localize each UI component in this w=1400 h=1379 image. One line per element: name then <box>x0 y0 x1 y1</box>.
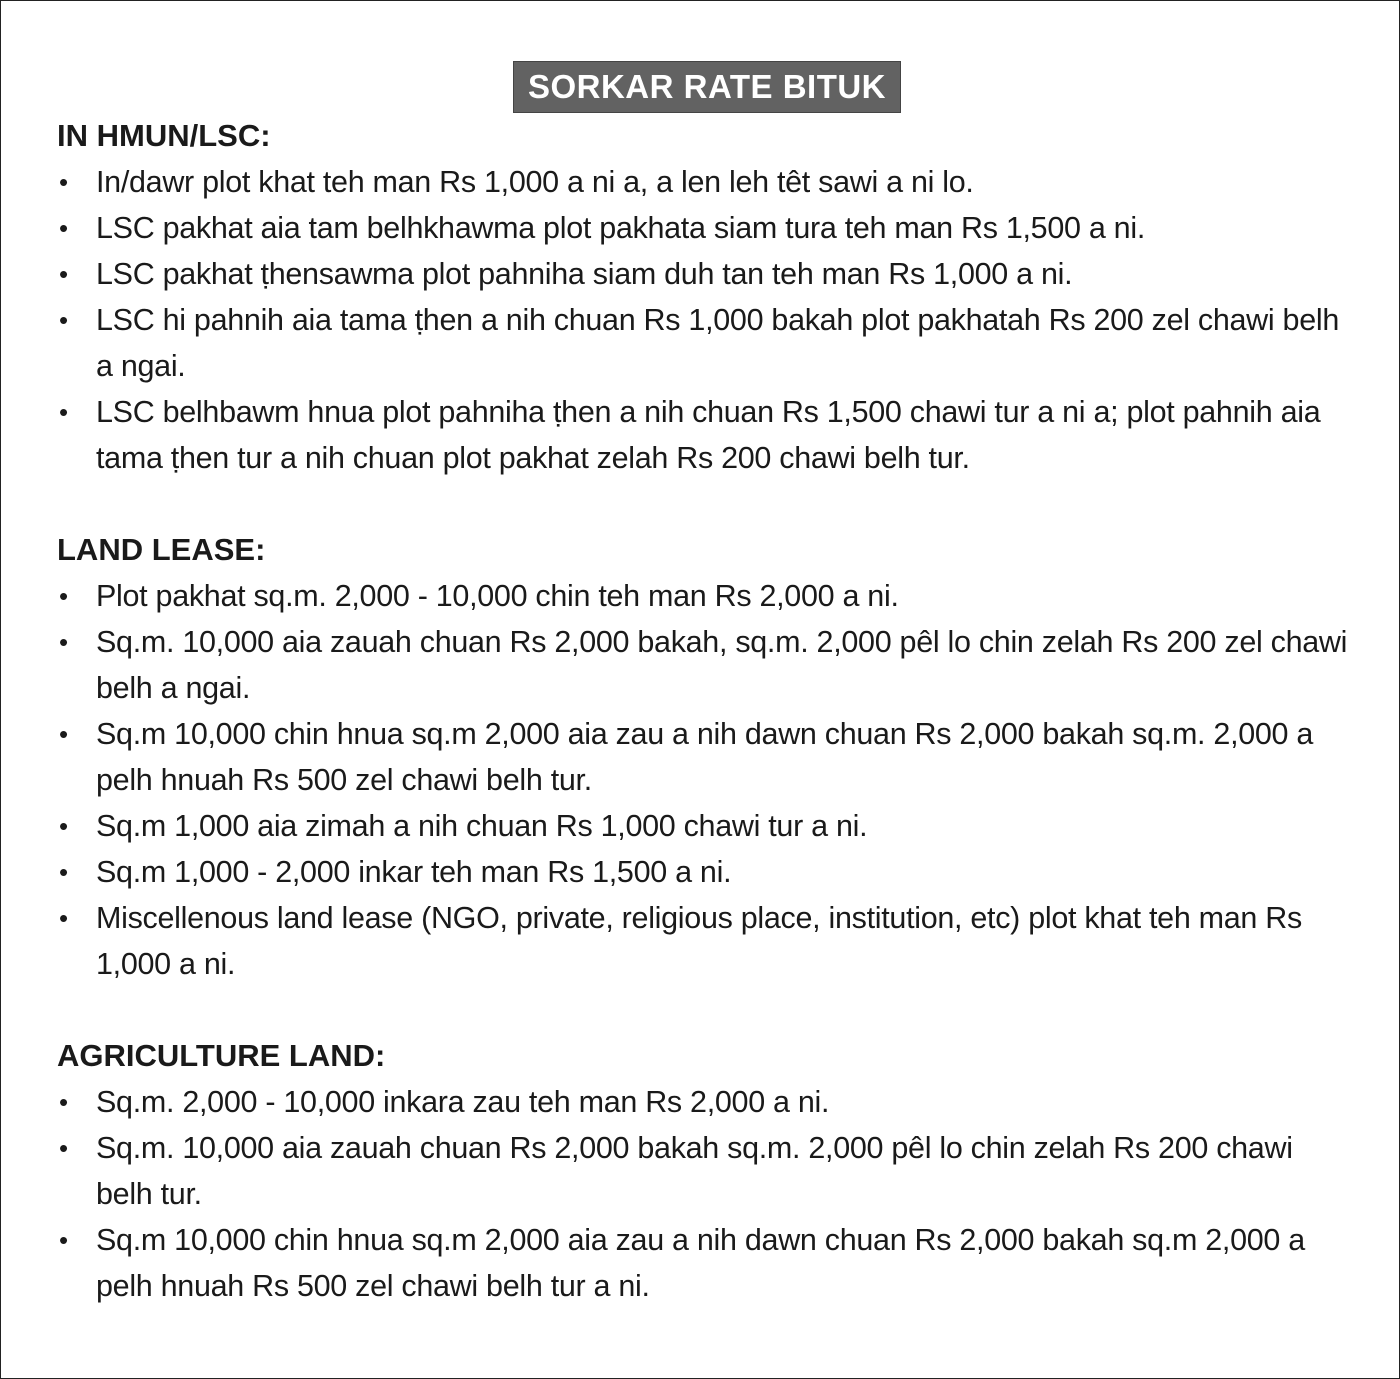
list-item-text: LSC hi pahnih aia tama ṭhen a nih chuan Rs 1,000 bakah plot pakhatah Rs 200 zel chawi belh a ngai. <box>96 303 1339 383</box>
bullet-icon: • <box>59 213 68 243</box>
list-item <box>57 159 1357 205</box>
list-item-text: Sq.m 1,000 - 2,000 inkar teh man Rs 1,500 a ni. <box>96 855 732 889</box>
list-item-text: LSC pakhat aia tam belhkhawma plot pakhata siam tura teh man Rs 1,500 a ni. <box>96 211 1145 245</box>
bullet-icon: • <box>59 719 68 749</box>
list-item <box>57 711 1357 803</box>
list-item <box>57 297 1357 389</box>
section-agriculture-land <box>57 1033 1357 1309</box>
list-item <box>57 1079 1357 1125</box>
list-item-text: Plot pakhat sq.m. 2,000 - 10,000 chin teh man Rs 2,000 a ni. <box>96 579 899 613</box>
list-item-text: Sq.m 10,000 chin hnua sq.m 2,000 aia zau a nih dawn chuan Rs 2,000 bakah sq.m. 2,000 a pelh hnuah Rs 500 zel chawi belh tur. <box>96 717 1314 797</box>
title-wrapper <box>57 61 1357 113</box>
bullet-icon: • <box>59 1087 68 1117</box>
bullet-icon: • <box>59 811 68 841</box>
section-gap <box>57 987 1357 1033</box>
list-item <box>57 849 1357 895</box>
list-item-text: In/dawr plot khat teh man Rs 1,000 a ni a, a len leh têt sawi a ni lo. <box>96 165 974 199</box>
list-item <box>57 251 1357 297</box>
list-item-text: Sq.m. 10,000 aia zauah chuan Rs 2,000 bakah sq.m. 2,000 pêl lo chin zelah Rs 200 chawi belh tur. <box>96 1131 1293 1211</box>
bullet-icon: • <box>59 1133 68 1163</box>
list-item <box>57 619 1357 711</box>
bullet-icon: • <box>59 259 68 289</box>
bullet-icon: • <box>59 627 68 657</box>
bullet-list <box>57 159 1357 481</box>
section-in-hmun-lsc <box>57 113 1357 481</box>
document-title: SORKAR RATE BITUK <box>513 61 901 113</box>
section-heading: AGRICULTURE LAND: <box>57 1038 386 1073</box>
bullet-icon: • <box>59 305 68 335</box>
list-item <box>57 803 1357 849</box>
bullet-list <box>57 1079 1357 1309</box>
bullet-list <box>57 573 1357 987</box>
list-item-text: Sq.m 1,000 aia zimah a nih chuan Rs 1,000 chawi tur a ni. <box>96 809 868 843</box>
bullet-icon: • <box>59 167 68 197</box>
list-item <box>57 389 1357 481</box>
list-item-text: Sq.m 10,000 chin hnua sq.m 2,000 aia zau a nih dawn chuan Rs 2,000 bakah sq.m 2,000 a pelh hnuah Rs 500 zel chawi belh tur a ni. <box>96 1223 1305 1303</box>
section-heading: IN HMUN/LSC: <box>57 118 271 153</box>
section-land-lease <box>57 527 1357 987</box>
bullet-icon: • <box>59 397 68 427</box>
document-content <box>57 61 1357 1309</box>
bullet-icon: • <box>59 581 68 611</box>
list-item-text: Sq.m. 10,000 aia zauah chuan Rs 2,000 bakah, sq.m. 2,000 pêl lo chin zelah Rs 200 zel chawi belh a ngai. <box>96 625 1348 705</box>
list-item-text: LSC pakhat ṭhensawma plot pahniha siam duh tan teh man Rs 1,000 a ni. <box>96 257 1073 291</box>
section-gap <box>57 481 1357 527</box>
section-heading: LAND LEASE: <box>57 532 266 567</box>
list-item-text: LSC belhbawm hnua plot pahniha ṭhen a nih chuan Rs 1,500 chawi tur a ni a; plot pahnih aia tama ṭhen tur a nih chuan plot pakhat zelah Rs 200 chawi belh tur. <box>96 395 1321 475</box>
bullet-icon: • <box>59 1225 68 1255</box>
list-item <box>57 205 1357 251</box>
bullet-icon: • <box>59 903 68 933</box>
list-item-text: Miscellenous land lease (NGO, private, religious place, institution, etc) plot khat teh man Rs 1,000 a ni. <box>96 901 1302 981</box>
list-item <box>57 895 1357 987</box>
bullet-icon: • <box>59 857 68 887</box>
list-item <box>57 1125 1357 1217</box>
list-item-text: Sq.m. 2,000 - 10,000 inkara zau teh man Rs 2,000 a ni. <box>96 1085 830 1119</box>
list-item <box>57 1217 1357 1309</box>
list-item <box>57 573 1357 619</box>
